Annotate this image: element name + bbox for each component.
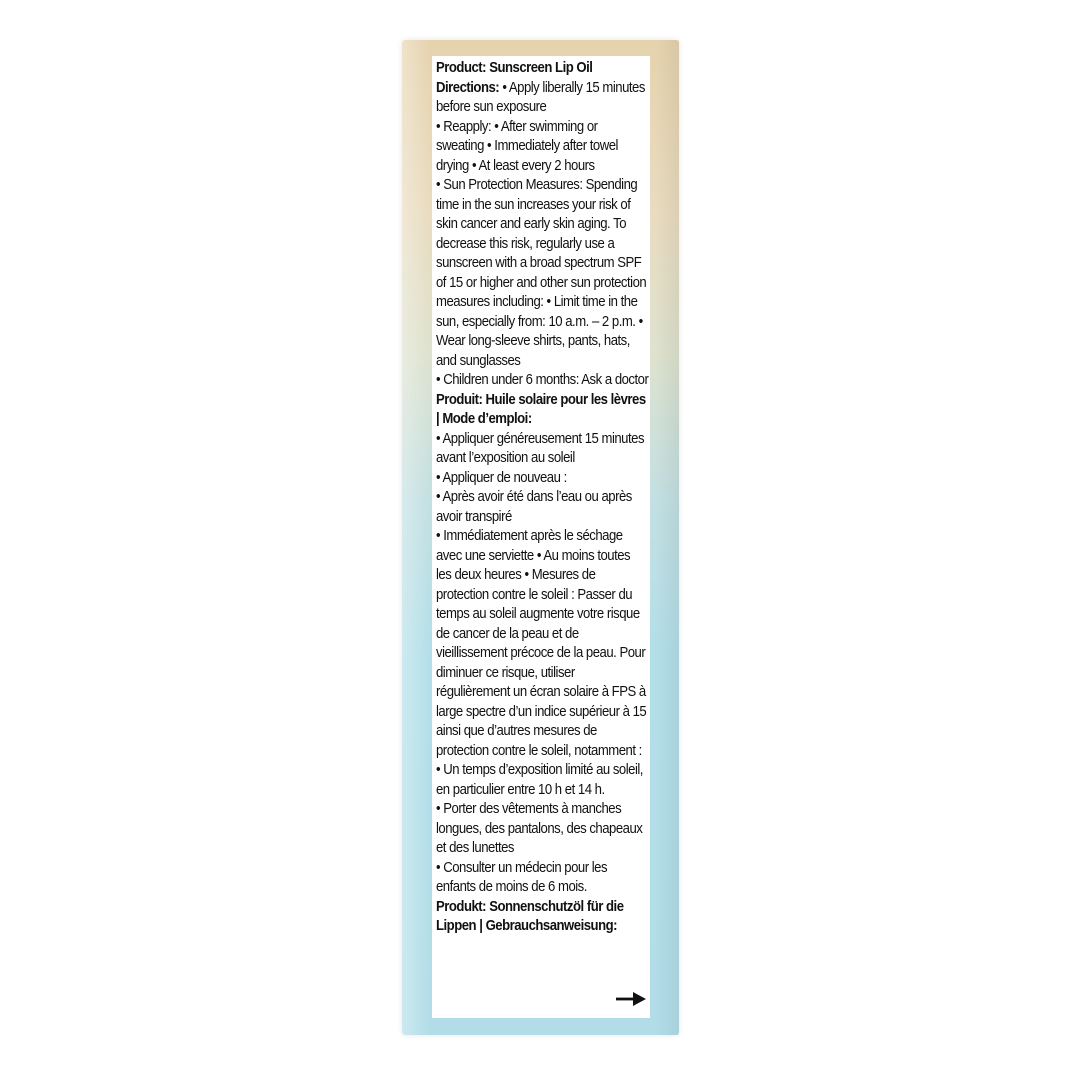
- right-arrow-icon: [616, 992, 646, 1006]
- package-edge-highlight: [402, 40, 430, 1035]
- english-section: [436, 59, 648, 391]
- product-name-en: Product: Sunscreen Lip Oil: [436, 60, 593, 76]
- children-warning-en: • Children under 6 months: Ask a doctor: [436, 372, 649, 388]
- directions-text-en: • Apply liberally 15 minutes before sun exposure: [436, 79, 645, 115]
- doctor-fr: • Consulter un médecin pour les enfants de moins de 6 mois.: [436, 859, 608, 895]
- product-heading-fr: Produit: Huile solaire pour les lèvres | Mode d’emploi:: [436, 391, 646, 427]
- product-package-panel: [402, 40, 679, 1035]
- directions-label: [432, 56, 650, 1018]
- sun-protection-fr: • Immédiatement après le séchage avec une serviette • Au moins toutes les deux heures • Mesures de protection contre le soleil : Passer du temps au soleil augmente votre risque de cancer de la peau et de vieillissement précoce de la peau. Pour diminuer ce risque, utiliser régulièrement un écran solaire à FPS à large spectre d’un indice supérieur à 15 ainsi que d’autres mesures de protection contre le soleil, notamment : • Un temps d’exposition limité au soleil, en particulier entre 10 h et 14 h.: [436, 528, 647, 798]
- after-water-fr: • Après avoir été dans l’eau ou après avoir transpiré: [436, 489, 632, 525]
- german-section: [436, 898, 648, 937]
- reapply-en: • Reapply: • After swimming or sweating • Immediately after towel drying • At least every 2 hours: [436, 118, 618, 174]
- clothing-fr: • Porter des vêtements à manches longues, des pantalons, des chapeaux et des lunettes: [436, 801, 643, 856]
- package-edge-shadow: [655, 40, 679, 1035]
- sun-protection-en: • Sun Protection Measures: Spending time in the sun increases your risk of skin cancer and early skin aging. To decrease this risk, regularly use a sunscreen with a broad spectrum SPF of 15 or higher and other sun protection measures including: • Limit time in the sun, especially from: 10 a.m. – 2 p.m. • Wear long-sleeve shirts, pants, hats, and sunglasses: [436, 177, 647, 369]
- directions-heading-en: Directions:: [436, 79, 500, 96]
- french-section: [436, 391, 648, 898]
- reapply-fr: • Appliquer de nouveau :: [436, 469, 567, 486]
- product-heading-de: Produkt: Sonnenschutzöl für die Lippen | Gebrauchsanweisung:: [436, 898, 624, 934]
- apply-fr: • Appliquer généreusement 15 minutes avant l’exposition au soleil: [436, 430, 645, 466]
- label-text: [436, 59, 648, 937]
